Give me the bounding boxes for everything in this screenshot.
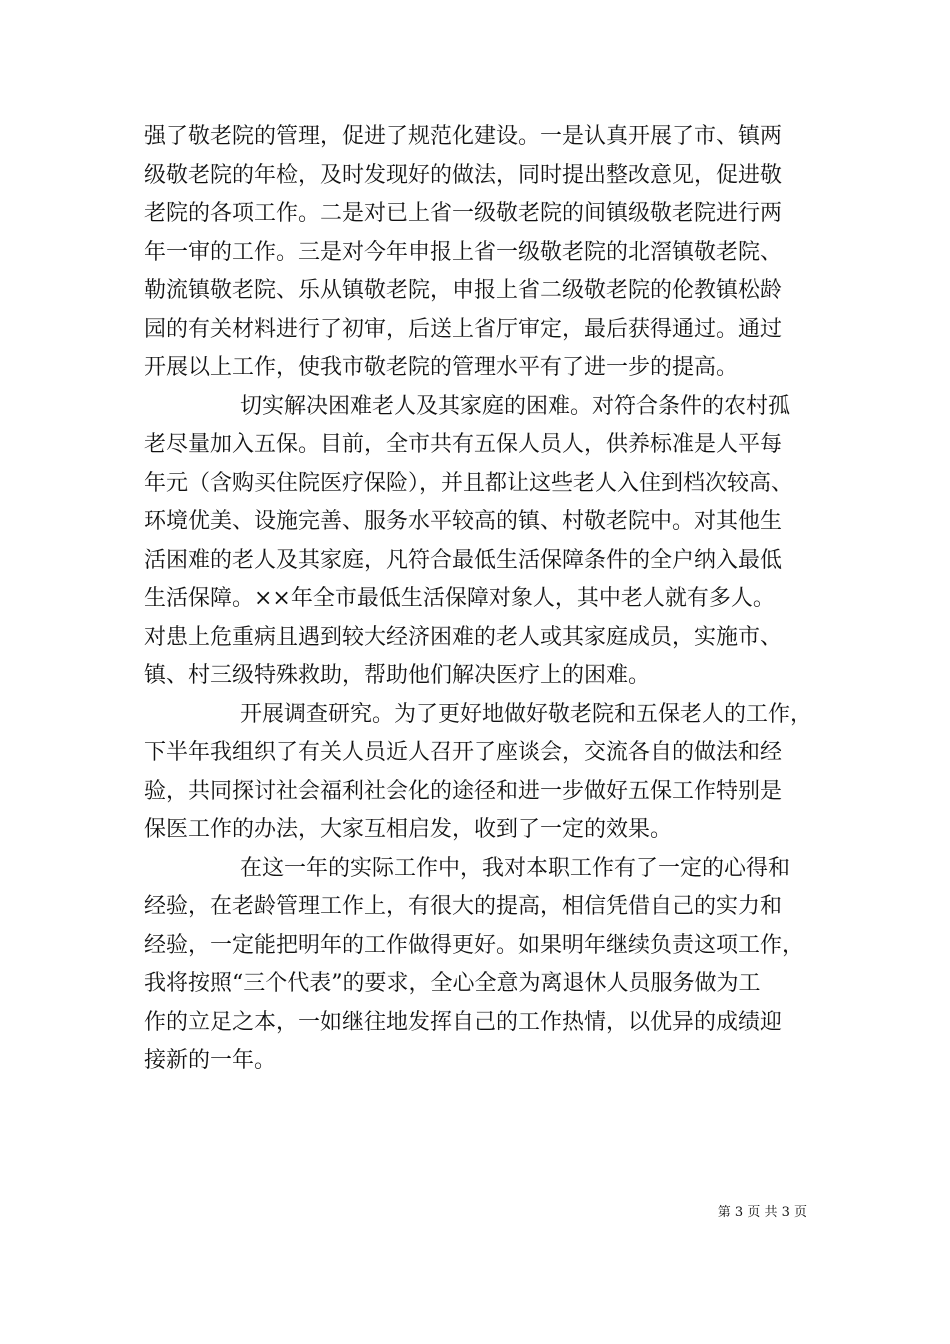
text-line: 镇、村三级特殊救助，帮助他们解决医疗上的困难。 (144, 663, 651, 688)
document-body (144, 118, 812, 1081)
text-line: 作的立足之本，一如继往地发挥自己的工作热情，以优异的成绩迎 (144, 1009, 783, 1035)
text-line: 老院的各项工作。二是对已上省一级敬老院的间镇级敬老院进行两 (144, 201, 783, 226)
text-line: 园的有关材料进行了初审，后送上省厅审定，最后获得通过。通过 (144, 316, 783, 342)
page-number-footer: 第 3 页 共 3 页 (717, 1205, 807, 1220)
text-line: 年一审的工作。三是对今年申报上省一级敬老院的北滘镇敬老院、 (144, 239, 783, 265)
text-line: 环境优美、设施完善、服务水平较高的镇、村敬老院中。对其他生 (144, 509, 783, 534)
text-line: 我将按照“三个代表”的要求，全心全意为离退休人员服务做为工 (144, 971, 761, 996)
text-line: 勒流镇敬老院、乐从镇敬老院，申报上省二级敬老院的伦教镇松龄 (144, 278, 783, 303)
text-line: 老尽量加入五保。目前，全市共有五保人员人，供养标准是人平每 (144, 432, 783, 457)
text-line: 生活保障。××年全市最低生活保障对象人，其中老人就有多人。 (144, 586, 775, 611)
text-line: 验，共同探讨社会福利社会化的途径和进一步做好五保工作特别是 (144, 778, 783, 804)
text-line: 强了敬老院的管理，促进了规范化建设。一是认真开展了市、镇两 (144, 124, 783, 149)
paragraph-start-line: 切实解决困难老人及其家庭的困难。对符合条件的农村孤 (240, 393, 791, 419)
text-line: 级敬老院的年检，及时发现好的做法，同时提出整改意见，促进敬 (144, 162, 783, 188)
text-line: 活困难的老人及其家庭，凡符合最低生活保障条件的全户纳入最低 (144, 547, 783, 573)
text-line: 经验，在老龄管理工作上，有很大的提高，相信凭借自己的实力和 (144, 894, 783, 919)
paragraph-start-line: 在这一年的实际工作中，我对本职工作有了一定的心得和 (240, 855, 791, 881)
text-line: 年元（含购买住院医疗保险），并且都让这些老人入住到档次较高、 (144, 470, 794, 496)
paragraph-start-line: 开展调查研究。为了更好地做好敬老院和五保老人的工作， (240, 701, 813, 727)
text-line: 经验，一定能把明年的工作做得更好。如果明年继续负责这项工作， (144, 932, 805, 958)
text-line: 保医工作的办法，大家互相启发，收到了一定的效果。 (144, 817, 673, 842)
text-line: 开展以上工作，使我市敬老院的管理水平有了进一步的提高。 (144, 355, 739, 380)
text-line: 接新的一年。 (144, 1048, 277, 1073)
text-line: 下半年我组织了有关人员近人召开了座谈会，交流各自的做法和经 (144, 740, 783, 765)
text-line: 对患上危重病且遇到较大经济困难的老人或其家庭成员，实施市、 (144, 624, 783, 650)
